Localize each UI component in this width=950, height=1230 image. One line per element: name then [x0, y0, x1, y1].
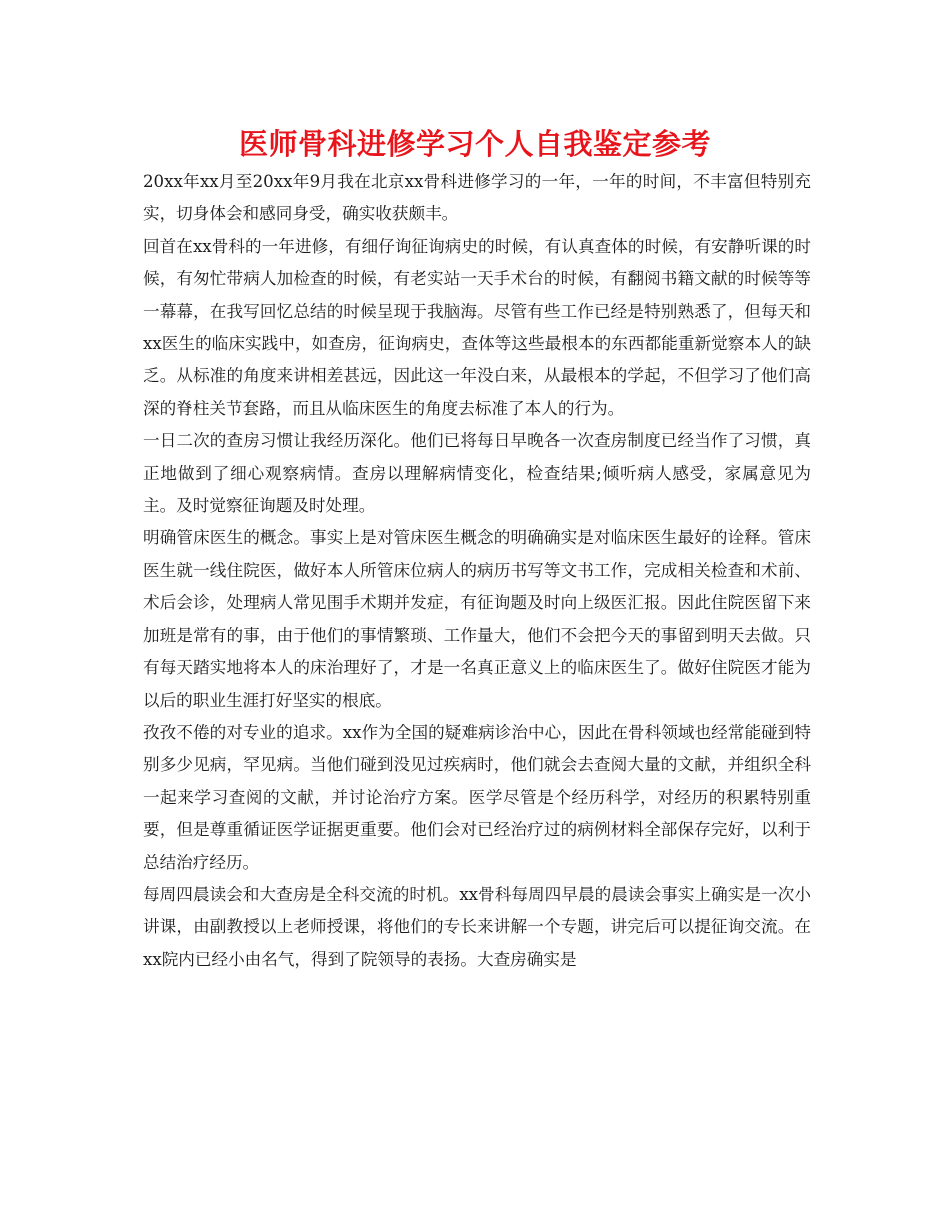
- paragraph: 回首在xx骨科的一年进修，有细仔询征询病史的时候，有认真查体的时候，有安静听课的时候，有匆忙带病人加检查的时候，有老实站一天手术台的时候，有翻阅书籍文献的时候等等一幕幕，在我写回忆总结的时候呈现于我脑海。尽管有些工作已经是特别熟悉了，但每天和xx医生的临床实践中，如查房，征询病史，查体等这些最根本的东西都能重新觉察本人的缺乏。从标准的角度来讲相差甚远，因此这一年没白来，从最根本的学起，不但学习了他们高深的脊柱关节套路，而且从临床医生的角度去标准了本人的行为。: [143, 236, 811, 418]
- paragraph: 明确管床医生的概念。事实上是对管床医生概念的明确确实是对临床医生最好的诠释。管床医生就一线住院医，做好本人所管床位病人的病历书写等文书工作，完成相关检查和术前、术后会诊，处理病人常见围手术期并发症，有征询题及时向上级医汇报。因此住院医留下来加班是常有的事，由于他们的事情繁琐、工作量大，他们不会把今天的事留到明天去做。只有每天踏实地将本人的床治理好了，才是一名真正意义上的临床医生了。做好住院医才能为以后的职业生涯打好坚实的根底。: [143, 528, 811, 710]
- paragraph: 孜孜不倦的对专业的追求。xx作为全国的疑难病诊治中心，因此在骨科领域也经常能碰到特别多少见病，罕见病。当他们碰到没见过疾病时，他们就会去查阅大量的文献，并组织全科一起来学习查阅的文献，并讨论治疗方案。医学尽管是个经历科学，对经历的积累特别重要，但是尊重循证医学证据更重要。他们会对已经治疗过的病例材料全部保存完好，以利于总结治疗经历。: [143, 722, 811, 872]
- paragraph: 20xx年xx月至20xx年9月我在北京xx骨科进修学习的一年，一年的时间，不丰富但特别充实，切身体会和感同身受，确实收获颇丰。: [143, 172, 811, 224]
- paragraph: 一日二次的查房习惯让我经历深化。他们已将每日早晚各一次查房制度已经当作了习惯，真正地做到了细心观察病情。查房以理解病情变化，检查结果;倾听病人感受，家属意见为主。及时觉察征询题及时处理。: [143, 431, 811, 516]
- document-body: [143, 166, 811, 976]
- document-title: 医师骨科进修学习个人自我鉴定参考: [238, 127, 711, 161]
- paragraph: 每周四晨读会和大查房是全科交流的时机。xx骨科每周四早晨的晨读会事实上确实是一次小讲课，由副教授以上老师授课，将他们的专长来讲解一个专题，讲完后可以提征询交流。在xx院内已经小由名气，得到了院领导的表扬。大查房确实是: [143, 884, 811, 969]
